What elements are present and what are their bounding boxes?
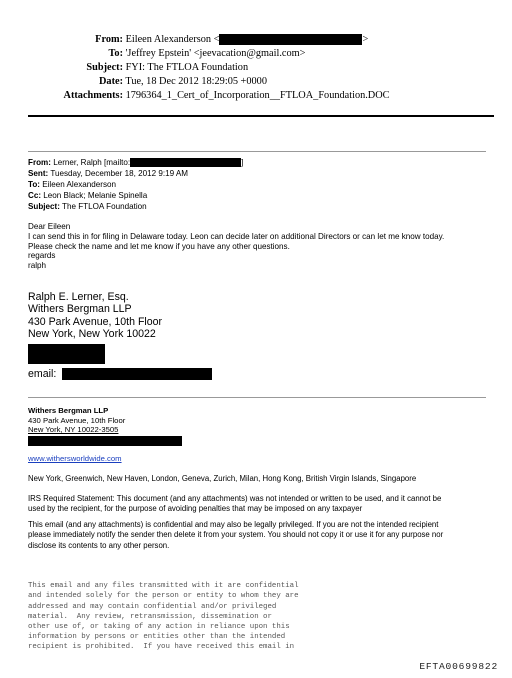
message-greeting: Dear Eileen [28, 222, 71, 231]
header-date [28, 75, 267, 89]
header-subject [28, 61, 248, 75]
signature-divider [28, 397, 486, 398]
redaction-box [219, 34, 362, 45]
header-date-value: Tue, 18 Dec 2012 18:29:05 +0000 [125, 76, 267, 87]
header-date-label: Date: [98, 76, 123, 87]
legal-line: other use of, or taking of any action in reliance upon this [28, 623, 290, 632]
firm-address: 430 Park Avenue, 10th Floor [28, 415, 126, 425]
signature-address: New York, New York 10022 [28, 328, 156, 341]
offices-text: New York, Greenwich, New Haven, London, Geneva, Zurich, Milan, Hong Kong, British Virgin Islands, Singapore [28, 474, 417, 483]
fwd-to: To: Eileen Alexanderson [28, 180, 117, 189]
website-link[interactable]: www.withersworldwide.com [28, 454, 122, 464]
forwarded-header [28, 157, 243, 212]
signature-block [28, 291, 212, 380]
message-line: I can send this in for filing in Delaware today. Leon can decide later on additional Directors or can let me know today. [28, 231, 445, 241]
header-to-label: To: [108, 48, 123, 59]
header-from-label: From: [95, 34, 123, 45]
fwd-subject: Subject: The FTLOA Foundation [28, 202, 147, 211]
document-id: EFTA00699822 [419, 661, 498, 672]
attachment-link[interactable]: 1796364_1_Cert_of_Incorporation__FTLOA_Foundation.DOC [125, 90, 390, 101]
irs-statement: IRS Required Statement: This document (and any attachments) was not intended or written to be used, and it cannot be used by the recipient, for the purpose of avoiding penalties that may be imposed on any taxpayer [28, 494, 442, 514]
message-name: ralph [28, 261, 46, 271]
message-line: Please check the name and let me know if you have any other questions. [28, 241, 290, 251]
confidentiality-notice: This email (and any attachments) is confidential and may also be legally privileged. If you are not the intended recipient please immediately notify the sender then delete it from your system. You should not copy it or use it for any purpose nor disclose its contents to any other person. [28, 520, 444, 550]
legal-line: recipient is prohibited. If you have received this email in [28, 643, 295, 652]
signature-email-label: email: [28, 367, 57, 380]
header-from-value: Eileen Alexanderson < [125, 34, 220, 45]
legal-notice [28, 571, 299, 663]
signature-address: 430 Park Avenue, 10th Floor [28, 315, 163, 328]
signature-email-row [28, 368, 212, 380]
signature-name: Ralph E. Lerner, Esq. [28, 291, 129, 303]
forward-divider [28, 151, 486, 152]
header-attachments [28, 89, 390, 103]
legal-line: This email and any files transmitted with it are confidential [28, 582, 299, 591]
signature-firm: Withers Bergman LLP [28, 303, 132, 316]
header-from-tail: > [362, 34, 369, 45]
redaction-box [62, 368, 212, 380]
legal-line: addressed and may contain confidential and/or privileged [28, 602, 277, 611]
firm-signature [28, 406, 182, 464]
fwd-cc: Cc: Leon Black; Melanie Spinella [28, 191, 148, 200]
header-attachments-label: Attachments: [63, 90, 123, 101]
message-body [28, 222, 444, 271]
header-to [28, 47, 305, 61]
header-from [28, 33, 368, 47]
header-subject-label: Subject: [86, 62, 123, 73]
firm-address: New York, NY 10022-3505 [28, 425, 119, 435]
header-subject-value: FYI: The FTLOA Foundation [125, 62, 249, 73]
message-closing: regards [28, 251, 56, 261]
fwd-sent: Sent: Tuesday, December 18, 2012 9:19 AM [28, 169, 189, 178]
redaction-box [28, 344, 105, 364]
legal-line: material. Any review, retransmission, dissemination or [28, 612, 272, 621]
redaction-box [130, 158, 241, 167]
header-divider [28, 115, 494, 117]
header-to-value: 'Jeffrey Epstein' <jeevacation@gmail.com> [125, 48, 306, 59]
redaction-box [28, 436, 182, 446]
legal-line: and intended solely for the person or entity to whom they are [28, 592, 299, 601]
firm-name: Withers Bergman LLP [28, 406, 109, 415]
legal-line: information by persons or entities other than the intended [28, 633, 286, 642]
fwd-from: From: Lerner, Ralph [mailto: ] [28, 158, 244, 167]
